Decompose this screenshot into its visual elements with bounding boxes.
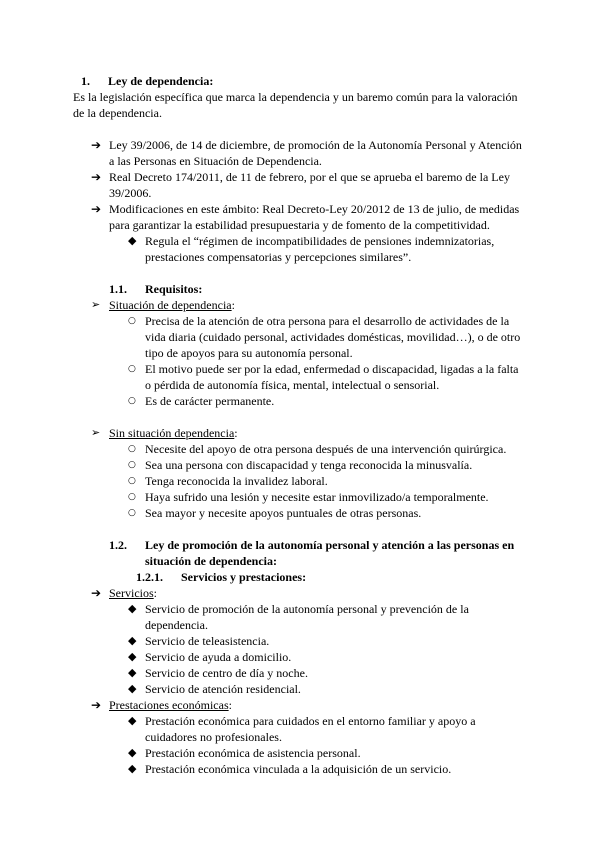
servicios-item-1-line-2: dependencia.: [145, 618, 208, 632]
circle-bullet-icon: ○: [128, 492, 136, 502]
section-1-2-number: 1.2.: [109, 538, 127, 552]
circle-bullet-icon: ○: [128, 364, 136, 374]
circle-bullet-icon: ○: [128, 508, 136, 518]
heading-colon: :: [231, 298, 235, 312]
servicios-item-3: Servicio de ayuda a domicilio.: [145, 650, 292, 664]
sin-item-1: Necesite del apoyo de otra persona después de una intervención quirúrgica.: [145, 442, 507, 456]
arrow-bullet-icon: ➔: [91, 138, 102, 152]
heading-colon: :: [228, 698, 232, 712]
heading-colon: :: [234, 426, 238, 440]
situacion-item-1-line-1: Precisa de la atención de otra persona para el desarrollo de actividades de la: [145, 314, 510, 328]
prestaciones-item-1-line-1: Prestación económica para cuidados en el entorno familiar y apoyo a: [145, 714, 476, 728]
diamond-bullet-icon: ◆: [128, 746, 137, 759]
circle-bullet-icon: ○: [128, 396, 136, 406]
sin-heading-text: Sin situación dependencia: [109, 426, 235, 440]
prestaciones-heading-text: Prestaciones económicas: [109, 698, 229, 712]
servicios-item-2: Servicio de teleasistencia.: [145, 634, 270, 648]
sin-item-2: Sea una persona con discapacidad y tenga reconocida la minusvalía.: [145, 458, 473, 472]
circle-bullet-icon: ○: [128, 476, 136, 486]
section-1-title: Ley de dependencia:: [108, 74, 214, 88]
intro-line-1: Es la legislación específica que marca la dependencia y un baremo común para la valoración: [73, 90, 518, 104]
diamond-bullet-icon: ◆: [128, 714, 137, 727]
section-1-1-number: 1.1.: [109, 282, 127, 296]
arrow-bullet-icon: ➔: [91, 202, 102, 216]
situacion-item-1-line-3: tipo de apoyos para su autonomía personal.: [145, 346, 353, 360]
section-1-2-title-line-1: Ley de promoción de la autonomía personal y atención a las personas en: [145, 538, 515, 552]
situacion-item-2-line-2: o pérdida de autonomía física, mental, intelectual o sensorial.: [145, 378, 440, 392]
sin-item-4: Haya sufrido una lesión y necesite estar inmovilizado/a temporalmente.: [145, 490, 489, 504]
circle-bullet-icon: ○: [128, 460, 136, 470]
section-1-1-title: Requisitos:: [145, 282, 203, 296]
law-2-line-2: 39/2006.: [109, 186, 152, 200]
sin-item-5: Sea mayor y necesite apoyos puntuales de otras personas.: [145, 506, 422, 520]
heading-colon: :: [153, 586, 158, 600]
servicios-heading: [109, 585, 157, 601]
arrow-bullet-icon: ➔: [91, 170, 102, 184]
regula-line-1: Regula el “régimen de incompatibilidades de pensiones indemnizatorias,: [145, 234, 495, 248]
section-1-2-1-number: 1.2.1.: [136, 570, 163, 584]
prestaciones-item-2: Prestación económica de asistencia personal.: [145, 746, 361, 760]
prestaciones-item-3: Prestación económica vinculada a la adquisición de un servicio.: [145, 762, 452, 776]
situacion-heading-text: Situación de dependencia: [109, 298, 232, 312]
circle-bullet-icon: ○: [128, 444, 136, 454]
situacion-item-1-line-2: vida diaria (cuidado personal, actividades domésticas, movilidad…), o de otro: [145, 330, 521, 344]
arrow-bullet-icon: ➔: [91, 586, 102, 600]
diamond-bullet-icon: ◆: [128, 234, 137, 247]
diamond-bullet-icon: ◆: [128, 634, 137, 647]
servicios-heading-text: Servicios: [109, 586, 154, 600]
situacion-heading: [109, 297, 235, 313]
diamond-bullet-icon: ◆: [128, 602, 137, 615]
diamond-bullet-icon: ◆: [128, 650, 137, 663]
situacion-item-2-line-1: El motivo puede ser por la edad, enfermedad o discapacidad, ligadas a la falta: [145, 362, 519, 376]
sin-heading: [109, 425, 238, 441]
law-3-line-2: para garantizar la estabilidad presupuestaria y de fomento de la competitividad.: [109, 218, 490, 232]
section-1-2-title-line-2: situación de dependencia:: [145, 554, 278, 568]
triangle-bullet-icon: ➢: [91, 426, 101, 439]
section-1-2-1-title: Servicios y prestaciones:: [181, 570, 307, 584]
circle-bullet-icon: ○: [128, 316, 136, 326]
prestaciones-heading: [109, 697, 232, 713]
law-3-line-1: Modificaciones en este ámbito: Real Decreto-Ley 20/2012 de 13 de julio, de medidas: [109, 202, 520, 216]
law-2-line-1: Real Decreto 174/2011, de 11 de febrero, por el que se aprueba el baremo de la Ley: [109, 170, 510, 184]
law-1-line-1: Ley 39/2006, de 14 de diciembre, de promoción de la Autonomía Personal y Atención: [109, 138, 522, 152]
servicios-item-4: Servicio de centro de día y noche.: [145, 666, 308, 680]
section-1-number: 1.: [81, 74, 90, 88]
sin-item-3: Tenga reconocida la invalidez laboral.: [145, 474, 328, 488]
diamond-bullet-icon: ◆: [128, 666, 137, 679]
arrow-bullet-icon: ➔: [91, 698, 102, 712]
prestaciones-item-1-line-2: cuidadores no profesionales.: [145, 730, 282, 744]
servicios-item-5: Servicio de atención residencial.: [145, 682, 301, 696]
diamond-bullet-icon: ◆: [128, 762, 137, 775]
triangle-bullet-icon: ➢: [91, 298, 101, 311]
intro-line-2: de la dependencia.: [73, 106, 162, 120]
law-1-line-2: a las Personas en Situación de Dependencia.: [109, 154, 322, 168]
servicios-item-1-line-1: Servicio de promoción de la autonomía personal y prevención de la: [145, 602, 469, 616]
regula-line-2: prestaciones compensatorias y percepciones similares”.: [145, 250, 412, 264]
diamond-bullet-icon: ◆: [128, 682, 137, 695]
situacion-item-3: Es de carácter permanente.: [145, 394, 275, 408]
